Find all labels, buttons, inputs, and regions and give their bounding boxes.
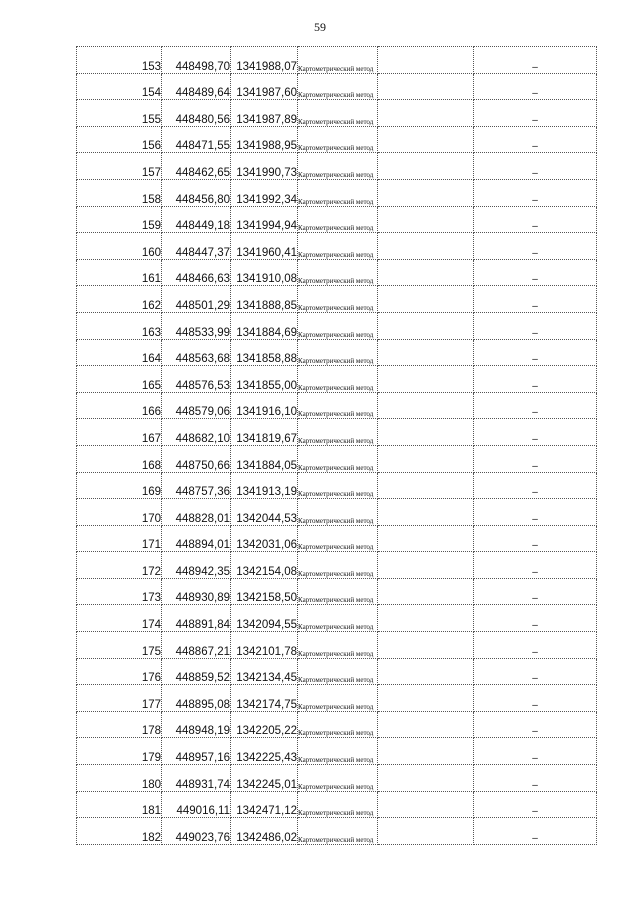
table-row [77, 73, 597, 100]
x-coordinate-cell: 448891,84 [162, 605, 231, 632]
point-number-cell: 168 [77, 445, 162, 472]
table-row [77, 738, 597, 765]
x-coordinate-cell: 448563,68 [162, 339, 231, 366]
note-cell: – [474, 632, 597, 659]
empty-cell [378, 339, 474, 366]
y-coordinate-cell: 1341819,67 [231, 419, 298, 446]
point-number-cell: 179 [77, 738, 162, 765]
x-coordinate-cell: 448456,80 [162, 179, 231, 206]
y-coordinate-cell: 1342486,02 [231, 818, 298, 845]
table-row [77, 765, 597, 792]
point-number-cell: 162 [77, 286, 162, 313]
point-number-cell: 154 [77, 73, 162, 100]
empty-cell [378, 578, 474, 605]
y-coordinate-cell: 1342101,78 [231, 632, 298, 659]
y-coordinate-cell: 1341910,08 [231, 259, 298, 286]
method-cell: Картометрический метод [298, 738, 378, 765]
empty-cell [378, 153, 474, 180]
x-coordinate-cell: 448948,19 [162, 711, 231, 738]
y-coordinate-cell: 1341960,41 [231, 233, 298, 260]
note-cell: – [474, 578, 597, 605]
empty-cell [378, 818, 474, 845]
empty-cell [378, 312, 474, 339]
method-cell: Картометрический метод [298, 658, 378, 685]
table-row [77, 818, 597, 845]
point-number-cell: 176 [77, 658, 162, 685]
x-coordinate-cell: 448480,56 [162, 100, 231, 127]
y-coordinate-cell: 1341884,69 [231, 312, 298, 339]
method-cell: Картометрический метод [298, 153, 378, 180]
point-number-cell: 171 [77, 525, 162, 552]
method-cell: Картометрический метод [298, 632, 378, 659]
point-number-cell: 165 [77, 366, 162, 393]
point-number-cell: 169 [77, 472, 162, 499]
note-cell: – [474, 339, 597, 366]
point-number-cell: 178 [77, 711, 162, 738]
empty-cell [378, 259, 474, 286]
method-cell: Картометрический метод [298, 179, 378, 206]
empty-cell [378, 632, 474, 659]
point-number-cell: 163 [77, 312, 162, 339]
note-cell: – [474, 445, 597, 472]
table-row [77, 632, 597, 659]
y-coordinate-cell: 1342471,12 [231, 791, 298, 818]
method-cell: Картометрический метод [298, 685, 378, 712]
x-coordinate-cell: 448682,10 [162, 419, 231, 446]
x-coordinate-cell: 448957,16 [162, 738, 231, 765]
table-row [77, 499, 597, 526]
point-number-cell: 164 [77, 339, 162, 366]
method-cell: Картометрический метод [298, 233, 378, 260]
note-cell: – [474, 233, 597, 260]
table-row [77, 366, 597, 393]
point-number-cell: 174 [77, 605, 162, 632]
point-number-cell: 159 [77, 206, 162, 233]
point-number-cell: 172 [77, 552, 162, 579]
x-coordinate-cell: 448498,70 [162, 47, 231, 74]
empty-cell [378, 499, 474, 526]
note-cell: – [474, 153, 597, 180]
method-cell: Картометрический метод [298, 100, 378, 127]
x-coordinate-cell: 448533,99 [162, 312, 231, 339]
y-coordinate-cell: 1342205,22 [231, 711, 298, 738]
table-row [77, 153, 597, 180]
y-coordinate-cell: 1342158,50 [231, 578, 298, 605]
x-coordinate-cell: 448894,01 [162, 525, 231, 552]
empty-cell [378, 791, 474, 818]
note-cell: – [474, 366, 597, 393]
x-coordinate-cell: 448576,53 [162, 366, 231, 393]
empty-cell [378, 73, 474, 100]
note-cell: – [474, 286, 597, 313]
note-cell: – [474, 605, 597, 632]
empty-cell [378, 206, 474, 233]
method-cell: Картометрический метод [298, 791, 378, 818]
empty-cell [378, 126, 474, 153]
table-row [77, 578, 597, 605]
method-cell: Картометрический метод [298, 605, 378, 632]
y-coordinate-cell: 1341913,19 [231, 472, 298, 499]
note-cell: – [474, 765, 597, 792]
note-cell: – [474, 126, 597, 153]
method-cell: Картометрический метод [298, 818, 378, 845]
point-number-cell: 170 [77, 499, 162, 526]
table-row [77, 711, 597, 738]
method-cell: Картометрический метод [298, 259, 378, 286]
x-coordinate-cell: 448757,36 [162, 472, 231, 499]
note-cell: – [474, 392, 597, 419]
x-coordinate-cell: 448489,64 [162, 73, 231, 100]
table-row [77, 552, 597, 579]
point-number-cell: 157 [77, 153, 162, 180]
table-row [77, 233, 597, 260]
empty-cell [378, 366, 474, 393]
method-cell: Картометрический метод [298, 578, 378, 605]
empty-cell [378, 179, 474, 206]
point-number-cell: 156 [77, 126, 162, 153]
point-number-cell: 158 [77, 179, 162, 206]
y-coordinate-cell: 1341884,05 [231, 445, 298, 472]
y-coordinate-cell: 1341987,60 [231, 73, 298, 100]
method-cell: Картометрический метод [298, 73, 378, 100]
note-cell: – [474, 552, 597, 579]
y-coordinate-cell: 1342044,53 [231, 499, 298, 526]
x-coordinate-cell: 448930,89 [162, 578, 231, 605]
x-coordinate-cell: 448931,74 [162, 765, 231, 792]
empty-cell [378, 100, 474, 127]
table-row [77, 392, 597, 419]
x-coordinate-cell: 448828,01 [162, 499, 231, 526]
note-cell: – [474, 179, 597, 206]
table-row [77, 47, 597, 74]
y-coordinate-cell: 1341988,95 [231, 126, 298, 153]
method-cell: Картометрический метод [298, 366, 378, 393]
note-cell: – [474, 47, 597, 74]
note-cell: – [474, 419, 597, 446]
method-cell: Картометрический метод [298, 445, 378, 472]
table-row [77, 445, 597, 472]
method-cell: Картометрический метод [298, 499, 378, 526]
table-row [77, 419, 597, 446]
method-cell: Картометрический метод [298, 419, 378, 446]
note-cell: – [474, 206, 597, 233]
point-number-cell: 155 [77, 100, 162, 127]
x-coordinate-cell: 448449,18 [162, 206, 231, 233]
y-coordinate-cell: 1341855,00 [231, 366, 298, 393]
note-cell: – [474, 818, 597, 845]
y-coordinate-cell: 1342174,75 [231, 685, 298, 712]
y-coordinate-cell: 1341916,10 [231, 392, 298, 419]
method-cell: Картометрический метод [298, 206, 378, 233]
point-number-cell: 153 [77, 47, 162, 74]
table-row [77, 206, 597, 233]
method-cell: Картометрический метод [298, 47, 378, 74]
note-cell: – [474, 658, 597, 685]
empty-cell [378, 233, 474, 260]
x-coordinate-cell: 448942,35 [162, 552, 231, 579]
y-coordinate-cell: 1341990,73 [231, 153, 298, 180]
y-coordinate-cell: 1341988,07 [231, 47, 298, 74]
point-number-cell: 180 [77, 765, 162, 792]
table-body [77, 47, 597, 845]
method-cell: Картометрический метод [298, 339, 378, 366]
table-row [77, 685, 597, 712]
note-cell: – [474, 259, 597, 286]
method-cell: Картометрический метод [298, 711, 378, 738]
empty-cell [378, 552, 474, 579]
table-row [77, 100, 597, 127]
table-row [77, 312, 597, 339]
method-cell: Картометрический метод [298, 765, 378, 792]
x-coordinate-cell: 448895,08 [162, 685, 231, 712]
y-coordinate-cell: 1341994,94 [231, 206, 298, 233]
table-row [77, 472, 597, 499]
empty-cell [378, 605, 474, 632]
method-cell: Картометрический метод [298, 472, 378, 499]
method-cell: Картометрический метод [298, 525, 378, 552]
point-number-cell: 166 [77, 392, 162, 419]
y-coordinate-cell: 1341992,34 [231, 179, 298, 206]
x-coordinate-cell: 449023,76 [162, 818, 231, 845]
table-row [77, 339, 597, 366]
x-coordinate-cell: 448750,66 [162, 445, 231, 472]
empty-cell [378, 419, 474, 446]
y-coordinate-cell: 1342245,01 [231, 765, 298, 792]
note-cell: – [474, 100, 597, 127]
table-row [77, 126, 597, 153]
note-cell: – [474, 499, 597, 526]
x-coordinate-cell: 449016,11 [162, 791, 231, 818]
y-coordinate-cell: 1342134,45 [231, 658, 298, 685]
method-cell: Картометрический метод [298, 286, 378, 313]
empty-cell [378, 472, 474, 499]
empty-cell [378, 738, 474, 765]
point-number-cell: 167 [77, 419, 162, 446]
x-coordinate-cell: 448462,65 [162, 153, 231, 180]
table-row [77, 605, 597, 632]
y-coordinate-cell: 1341987,89 [231, 100, 298, 127]
point-number-cell: 182 [77, 818, 162, 845]
point-number-cell: 177 [77, 685, 162, 712]
empty-cell [378, 392, 474, 419]
note-cell: – [474, 525, 597, 552]
empty-cell [378, 711, 474, 738]
empty-cell [378, 658, 474, 685]
y-coordinate-cell: 1342031,06 [231, 525, 298, 552]
table-row [77, 179, 597, 206]
table-row [77, 791, 597, 818]
empty-cell [378, 685, 474, 712]
note-cell: – [474, 73, 597, 100]
method-cell: Картометрический метод [298, 126, 378, 153]
point-number-cell: 173 [77, 578, 162, 605]
point-number-cell: 175 [77, 632, 162, 659]
point-number-cell: 161 [77, 259, 162, 286]
table-row [77, 658, 597, 685]
x-coordinate-cell: 448466,63 [162, 259, 231, 286]
empty-cell [378, 525, 474, 552]
coordinates-table [76, 46, 597, 845]
x-coordinate-cell: 448447,37 [162, 233, 231, 260]
empty-cell [378, 47, 474, 74]
note-cell: – [474, 711, 597, 738]
note-cell: – [474, 685, 597, 712]
point-number-cell: 160 [77, 233, 162, 260]
table-row [77, 525, 597, 552]
table-row [77, 286, 597, 313]
y-coordinate-cell: 1341858,88 [231, 339, 298, 366]
x-coordinate-cell: 448859,52 [162, 658, 231, 685]
x-coordinate-cell: 448501,29 [162, 286, 231, 313]
empty-cell [378, 445, 474, 472]
page-number: 59 [314, 20, 326, 34]
empty-cell [378, 286, 474, 313]
x-coordinate-cell: 448579,06 [162, 392, 231, 419]
y-coordinate-cell: 1342154,08 [231, 552, 298, 579]
y-coordinate-cell: 1341888,85 [231, 286, 298, 313]
x-coordinate-cell: 448867,21 [162, 632, 231, 659]
note-cell: – [474, 791, 597, 818]
method-cell: Картометрический метод [298, 552, 378, 579]
note-cell: – [474, 738, 597, 765]
point-number-cell: 181 [77, 791, 162, 818]
empty-cell [378, 765, 474, 792]
table-row [77, 259, 597, 286]
method-cell: Картометрический метод [298, 312, 378, 339]
note-cell: – [474, 312, 597, 339]
x-coordinate-cell: 448471,55 [162, 126, 231, 153]
y-coordinate-cell: 1342225,43 [231, 738, 298, 765]
note-cell: – [474, 472, 597, 499]
method-cell: Картометрический метод [298, 392, 378, 419]
y-coordinate-cell: 1342094,55 [231, 605, 298, 632]
